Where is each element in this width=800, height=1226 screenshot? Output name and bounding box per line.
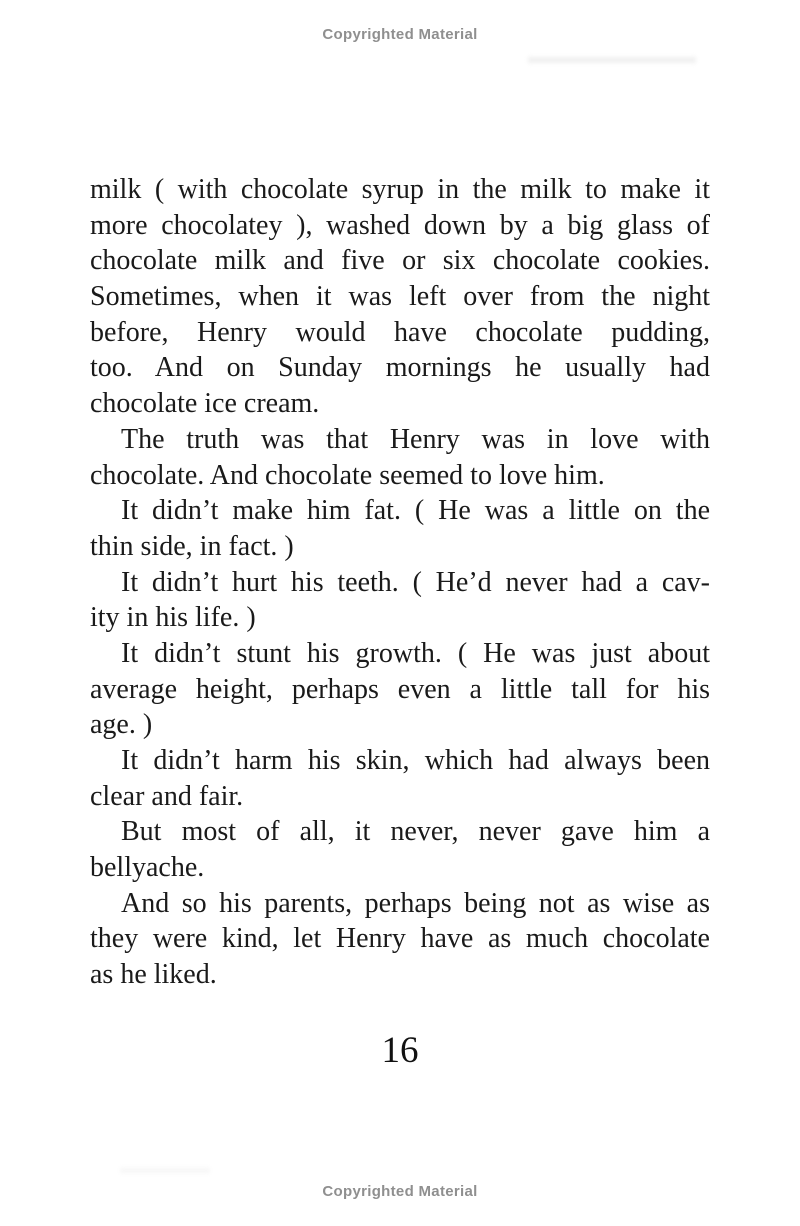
body-text-line: milk ( with chocolate syrup in the milk to make it bbox=[90, 174, 710, 205]
body-text-line: ity in his life. ) bbox=[90, 602, 256, 634]
body-text-line: more chocolatey ), washed down by a big glass of bbox=[90, 209, 710, 241]
scan-artifact bbox=[528, 57, 696, 63]
body-text-line: they were kind, let Henry have as much chocolate bbox=[90, 923, 710, 955]
body-text-line: But most of all, it never, never gave him a bbox=[121, 816, 710, 848]
body-text bbox=[90, 172, 710, 993]
body-text-line: average height, perhaps even a little tall for his bbox=[90, 673, 710, 705]
body-text-line: And so his parents, perhaps being not as wise as bbox=[121, 887, 710, 919]
body-text-line: age. ) bbox=[90, 709, 153, 741]
body-text-line: bellyache. bbox=[90, 852, 205, 884]
copyright-notice-bottom: Copyrighted Material bbox=[322, 1183, 478, 1200]
body-text-line: too. And on Sunday mornings he usually had bbox=[90, 352, 710, 384]
body-text-line: It didn’t hurt his teeth. ( He’d never had a cav- bbox=[121, 566, 710, 598]
body-text-line: Sometimes, when it was left over from the night bbox=[90, 281, 710, 313]
body-text-line: before, Henry would have chocolate pudding, bbox=[90, 316, 710, 348]
body-text-line: It didn’t make him fat. ( He was a little on the bbox=[121, 495, 710, 527]
copyright-notice-top: Copyrighted Material bbox=[322, 26, 478, 43]
body-text-line: chocolate. And chocolate seemed to love him. bbox=[90, 459, 605, 491]
body-text-line: as he liked. bbox=[90, 959, 217, 991]
body-text-line: clear and fair. bbox=[90, 780, 244, 812]
body-text-line: It didn’t harm his skin, which had always been bbox=[121, 745, 710, 776]
body-text-line: chocolate milk and five or six chocolate cookies. bbox=[90, 245, 710, 277]
body-text-line: It didn’t stunt his growth. ( He was just about bbox=[121, 637, 710, 669]
body-text-line: The truth was that Henry was in love with bbox=[121, 423, 710, 455]
page-number: 16 bbox=[381, 1030, 419, 1071]
scan-artifact bbox=[120, 1168, 210, 1173]
body-text-line: thin side, in fact. ) bbox=[90, 530, 294, 562]
body-text-line: chocolate ice cream. bbox=[90, 388, 320, 420]
